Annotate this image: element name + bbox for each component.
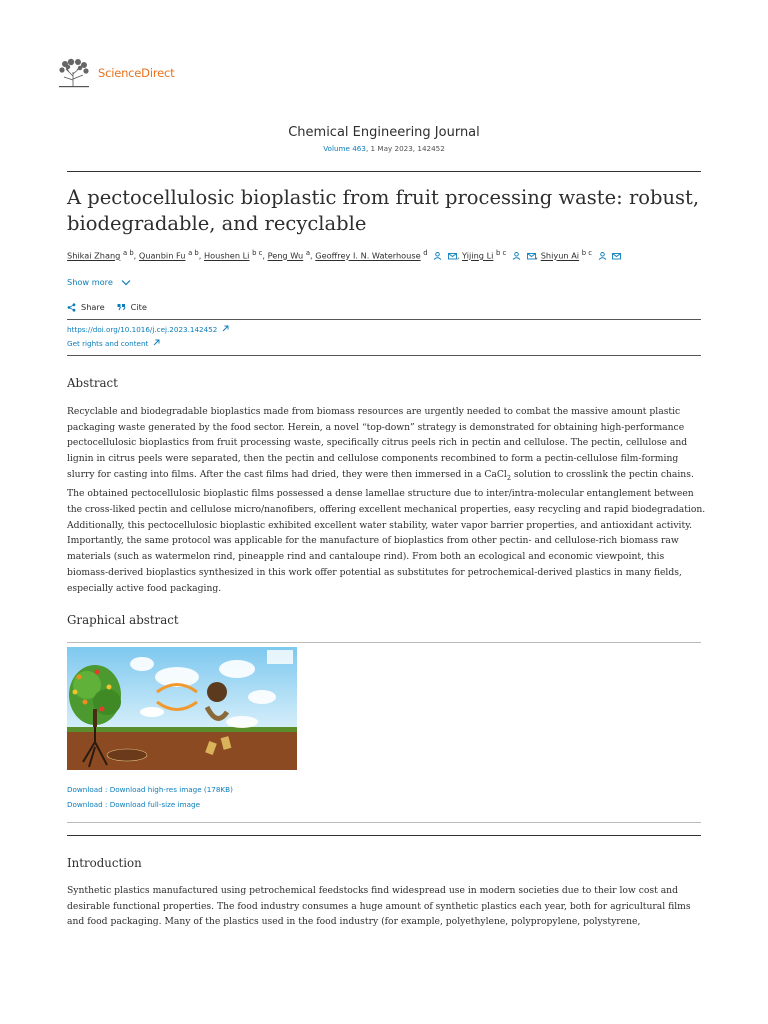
author-link[interactable]: Quanbin Fu [138, 250, 186, 261]
section-divider [67, 835, 701, 836]
external-arrow-icon [153, 339, 160, 346]
download-fullsize-link[interactable]: Download : Download full-size image [67, 800, 201, 809]
abstract-text-part1: Recyclable and biodegradable bioplastics made from biomass resources are urgently needed to combat the massive amount plastic packaging waste generated by the food sector. Herein, a novel “top-down” strategy is demonstrated for obtaining high-performance pectocellulosic bioplastics from fruit processing waste, specifically citrus peels rich in pectin and cellulose. The pectin, cellulose and lignin in citrus peels were separated, then the pectin and cellulose components recombined to form a pectin-cellulose film-forming slurry for casting into films. After the cast films had dried, they were then immersed in a CaCl [67, 406, 688, 480]
person-icon[interactable] [433, 252, 442, 260]
show-more-button[interactable] [67, 277, 131, 287]
envelope-icon[interactable] [612, 252, 621, 260]
author-affiliation[interactable]: d [423, 249, 428, 257]
author-list: Shikai Zhang $^{a b}$, Quanbin Fu $^{a b}$, Houshen Li $^{b c}$, Peng Wu $^a$, Geoffrey I. N. Waterhouse $^d$ , Yijing Li $^{b c}$ , Shiyun Ai $^{b c}$ [67, 249, 707, 261]
introduction-body: Synthetic plastics manufactured using petrochemical feedstocks find widespread use in modern societies due to their low cost and desirable functional properties. The food industry consumes a huge amount of synthetic plastics each year, both for agricultural films and food packaging. Many of the plastics used in the food industry (for example, polyethylene, polypropylene, polystyrene, [67, 885, 691, 928]
external-arrow-icon [222, 325, 229, 332]
cite-label: Cite [130, 302, 147, 312]
brand-name: ScienceDirect [98, 66, 175, 80]
header-divider [67, 171, 701, 172]
quote-icon [117, 303, 126, 311]
author-link[interactable]: Shiyun Ai [540, 250, 580, 261]
person-icon[interactable] [598, 252, 607, 260]
author-affiliation[interactable]: a b [188, 249, 199, 257]
sciencedirect-logo[interactable] [56, 58, 174, 88]
envelope-icon[interactable] [527, 252, 536, 260]
abstract-body [67, 404, 707, 596]
journal-title[interactable]: Chemical Engineering Journal [288, 125, 480, 140]
chevron-down-icon [121, 279, 131, 286]
doi-divider [67, 355, 701, 356]
author-affiliation[interactable]: b c [581, 249, 592, 257]
envelope-icon[interactable] [448, 252, 457, 260]
author-link[interactable]: Yijing Li [462, 250, 494, 261]
author-link[interactable]: Houshen Li [203, 250, 250, 261]
elsevier-tree-icon [56, 58, 92, 88]
volume-date: , 1 May 2023, 142452 [365, 144, 445, 153]
person-icon[interactable] [512, 252, 521, 260]
author-affiliation[interactable]: a [305, 249, 311, 257]
abstract-text-part2: solution to crosslink the pectin chains. The obtained pectocellulosic bioplastic films possessed a dense lamellae structure due to inter/intra-molecular entanglement between the cross-liked pectin and cellulose micro/nanofibers, offering excellent mechanical properties, easy recycling and rapid biodegradation. Additionally, this pectocellulosic bioplastic exhibited excellent water stability, water vapor barrier properties, and antioxidant activity. Importantly, the same protocol was applicable for the manufacture of bioplastics from other pectin- and cellulose-rich biomass raw materials (such as watermelon rind, pineapple rind and cantaloupe rind). From both an ecological and economic viewpoint, this biomass-derived bioplastics synthesized in this work offer potential as substitutes for petrochemical-derived plastics in many fields, especially active food packaging. [67, 468, 706, 594]
graphical-abstract-divider [67, 642, 701, 643]
rights-link[interactable] [67, 339, 160, 348]
author-link[interactable]: Geoffrey I. N. Waterhouse [315, 250, 421, 261]
abstract-heading: Abstract [67, 376, 118, 390]
author-link[interactable]: Shikai Zhang [67, 250, 121, 261]
show-more-label: Show more [67, 277, 113, 287]
download-highres-link[interactable]: Download : Download high-res image (178KB) [67, 785, 233, 794]
share-icon [67, 303, 76, 312]
article-title: A pectocellulosic bioplastic from fruit processing waste: robust, biodegradable, and recyclable [67, 186, 700, 235]
share-button[interactable] [67, 302, 105, 312]
author-affiliation[interactable]: a b [122, 249, 134, 257]
graphical-abstract-end-divider [67, 822, 701, 823]
author-affiliation[interactable]: b c [252, 249, 263, 257]
article-actions [67, 302, 147, 312]
author-affiliation[interactable]: b c [496, 249, 507, 257]
doi-text: https://doi.org/10.1016/j.cej.2023.142452 [67, 325, 218, 334]
cite-button[interactable] [117, 302, 147, 312]
doi-link[interactable] [67, 325, 229, 334]
introduction-heading: Introduction [67, 856, 142, 870]
rights-text: Get rights and content [67, 339, 149, 348]
actions-divider [67, 319, 701, 320]
volume-info [0, 144, 768, 153]
author-link[interactable]: Peng Wu [267, 250, 304, 261]
volume-link[interactable]: Volume 463 [323, 144, 366, 153]
abstract-subscript: 2 [506, 473, 511, 482]
share-label: Share [81, 302, 105, 312]
graphical-abstract-heading: Graphical abstract [67, 613, 179, 627]
graphical-abstract-image[interactable] [67, 647, 297, 770]
